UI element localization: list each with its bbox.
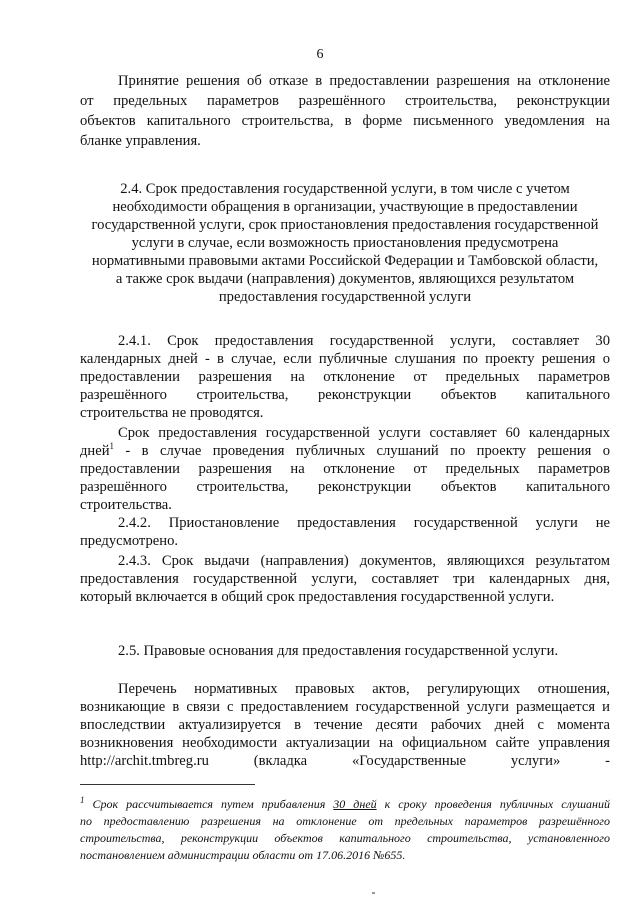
intro-line: Принятие решения об отказе в предоставлении разрешения на отклонение <box>118 73 610 89</box>
footnote-line: строительства, реконструкции объектов капитального строительства, установленного <box>80 831 610 845</box>
intro-line: бланке управления. <box>80 133 201 149</box>
paragraph-line: 2.4.1. Срок предоставления государственной услуги, составляет 30 <box>118 333 610 349</box>
intro-line: от предельных параметров разрешённого строительства, реконструкции <box>80 93 610 109</box>
paragraph-line: Перечень нормативных правовых актов, регулирующих отношения, <box>118 681 610 697</box>
paragraph-text: дней <box>80 443 110 459</box>
paragraph-line: строительства не проводятся. <box>80 405 264 421</box>
page-number: 6 <box>316 47 324 62</box>
paragraph-line: предоставлении разрешения на отклонение от предельных параметров <box>80 369 610 385</box>
paragraph-text: - в случае проведения публичных слушаний по проекту решения о <box>114 443 610 459</box>
paragraph-line: возникающие в связи с предоставлением государственной услуги размещается и <box>80 699 610 715</box>
footnote-text: к сроку проведения публичных слушаний <box>376 797 610 811</box>
section-heading-line: 2.4. Срок предоставления государственной услуги, в том числе с учетом <box>120 181 570 197</box>
paragraph-line: 2.4.3. Срок выдачи (направления) документов, являющихся результатом <box>118 553 610 569</box>
paragraph-line: разрешённого строительства, реконструкции объектов капитального <box>80 479 610 495</box>
section-heading-line: а также срок выдачи (направления) документов, являющихся результатом <box>115 271 575 287</box>
paragraph-line: предусмотрено. <box>80 533 179 549</box>
paragraph-line: http://archit.tmbreg.ru (вкладка «Государственные услуги» - <box>80 753 610 769</box>
paragraph-line: 2.4.2. Приостановление предоставления государственной услуги не <box>118 515 610 531</box>
footnote-text: Срок рассчитывается путем прибавления <box>84 797 334 811</box>
paragraph-line: впоследствии актуализируется в течение десяти рабочих дней с момента <box>80 717 610 733</box>
paragraph-line: разрешённого строительства, реконструкции объектов капитального <box>80 387 610 403</box>
paragraph-line: календарных дней - в случае, если публичные слушания по проекту решения о <box>80 351 610 367</box>
paragraph-line: Срок предоставления государственной услуги составляет 60 календарных <box>118 425 610 441</box>
footnote-underlined-text: 30 дней <box>333 797 377 811</box>
paragraph-line-with-footnote <box>80 443 610 460</box>
section-heading-line: государственной услуги, срок приостановления предоставления государственной <box>91 217 599 233</box>
section-heading-line: услуги в случае, если возможность приостановления предусмотрена <box>131 235 559 251</box>
paragraph-line: который включается в общий срок предоставления государственной услуги. <box>80 589 555 605</box>
footnote-line: по предоставлению разрешения на отклонение от предельных параметров разрешённого <box>80 814 610 828</box>
section-heading-line: предоставления государственной услуги <box>218 289 472 305</box>
paragraph-line: предоставления государственной услуги, составляет три календарных дня, <box>80 571 610 587</box>
footnote-separator <box>80 784 255 785</box>
footnote-reference: 1 <box>109 441 115 452</box>
section-heading-line: необходимости обращения в организации, участвующие в предоставлении <box>112 199 578 215</box>
paragraph-line: строительства. <box>80 497 172 513</box>
footnote-marker: 1 <box>80 795 85 805</box>
paragraph-line: возникновения необходимости актуализации на официальном сайте управления <box>80 735 610 751</box>
section-heading: 2.5. Правовые основания для предоставления государственной услуги. <box>118 643 559 659</box>
footnote-line: постановлением администрации области от 17.06.2016 №655. <box>80 848 406 862</box>
intro-line: объектов капитального строительства, в форме письменного уведомления на <box>80 113 610 129</box>
paragraph-line: предоставлении разрешения на отклонение от предельных параметров <box>80 461 610 477</box>
scan-artifact <box>372 892 375 894</box>
section-heading-line: нормативными правовыми актами Российской Федерации и Тамбовской области, <box>91 253 599 269</box>
footnote-line <box>80 796 610 812</box>
